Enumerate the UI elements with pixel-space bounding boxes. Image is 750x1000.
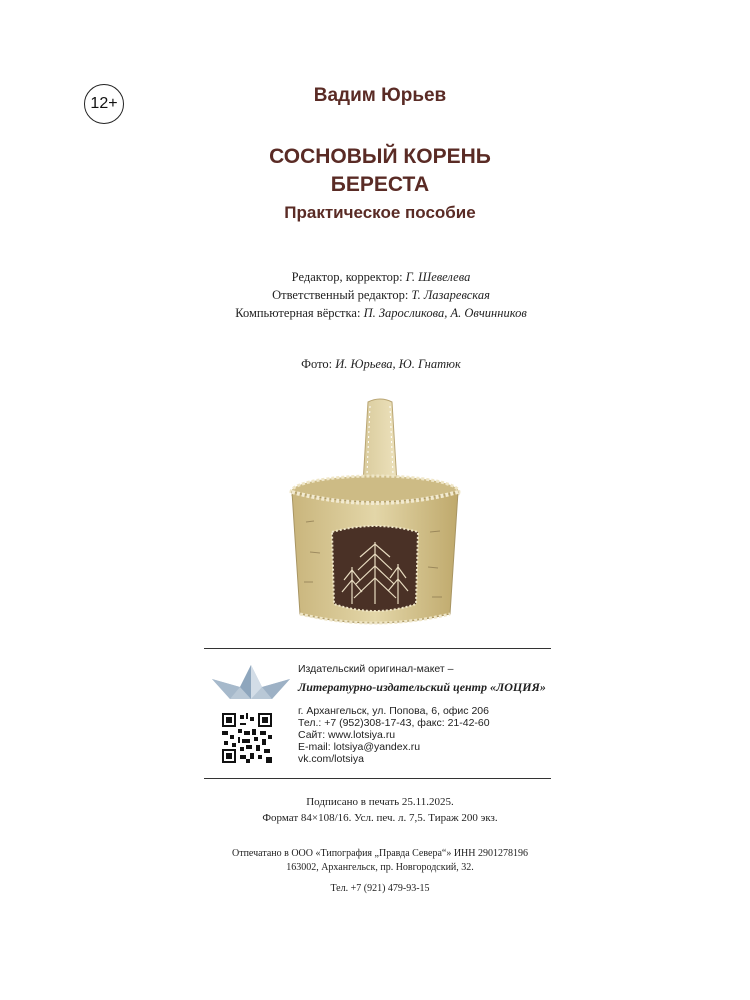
qr-code-icon bbox=[222, 713, 272, 763]
publisher-block bbox=[204, 655, 551, 770]
publisher-vk[interactable]: vk.com/lotsiya bbox=[298, 753, 364, 765]
print-signed: Подписано в печать 25.11.2025. bbox=[306, 796, 454, 808]
divider-bottom bbox=[204, 778, 551, 779]
book-subtitle: Практическое пособие bbox=[284, 203, 476, 222]
publisher-phone: Тел.: +7 (952)308-17-43, факс: 21-42-60 bbox=[298, 717, 490, 729]
age-rating-text: 12+ bbox=[90, 95, 118, 112]
credit-line bbox=[0, 268, 750, 286]
publisher-name: Литературно-издательский центр «ЛОЦИЯ» bbox=[298, 680, 546, 694]
printer-phone: Тел. +7 (921) 479-93-15 bbox=[330, 883, 430, 894]
photo-credit-person: И. Юрьева, Ю. Гнатюк bbox=[335, 357, 461, 371]
credit-role: Редактор, корректор: bbox=[291, 270, 406, 284]
publisher-email[interactable]: E-mail: lotsiya@yandex.ru bbox=[298, 741, 421, 753]
credit-line bbox=[0, 286, 750, 304]
book-title-line1: СОСНОВЫЙ КОРЕНЬ bbox=[269, 145, 491, 168]
credit-role: Ответственный редактор: bbox=[272, 288, 412, 302]
basket-photo bbox=[280, 392, 470, 632]
print-format: Формат 84×108/16. Усл. печ. л. 7,5. Тираж 200 экз. bbox=[262, 812, 498, 824]
photo-credit-role: Фото: bbox=[301, 357, 336, 371]
credit-person: Т. Лазаревская bbox=[411, 288, 490, 302]
credit-person: П. Заросликова, А. Овчинников bbox=[363, 306, 527, 320]
editorial-credits bbox=[0, 268, 750, 322]
publisher-site[interactable]: Сайт: www.lotsiya.ru bbox=[298, 729, 396, 741]
book-title-line2: БЕРЕСТА bbox=[330, 173, 430, 196]
divider-top bbox=[204, 648, 551, 649]
author-name: Вадим Юрьев bbox=[313, 85, 447, 106]
printer-name: Отпечатано в ООО «Типография „Правда Севера“» ИНН 2901278196 bbox=[231, 848, 528, 859]
birch-basket-illustration bbox=[280, 392, 470, 632]
publisher-intro: Издательский оригинал-макет – bbox=[298, 663, 454, 675]
paper-boat-logo-icon bbox=[210, 663, 292, 703]
printer-address: 163002, Архангельск, пр. Новгородский, 32. bbox=[286, 862, 474, 873]
credit-role: Компьютерная вёрстка: bbox=[235, 306, 364, 320]
publisher-address: г. Архангельск, ул. Попова, 6, офис 206 bbox=[298, 705, 489, 717]
credit-person: Г. Шевелева bbox=[405, 270, 471, 284]
credit-line bbox=[0, 304, 750, 322]
photo-credit bbox=[0, 355, 750, 373]
